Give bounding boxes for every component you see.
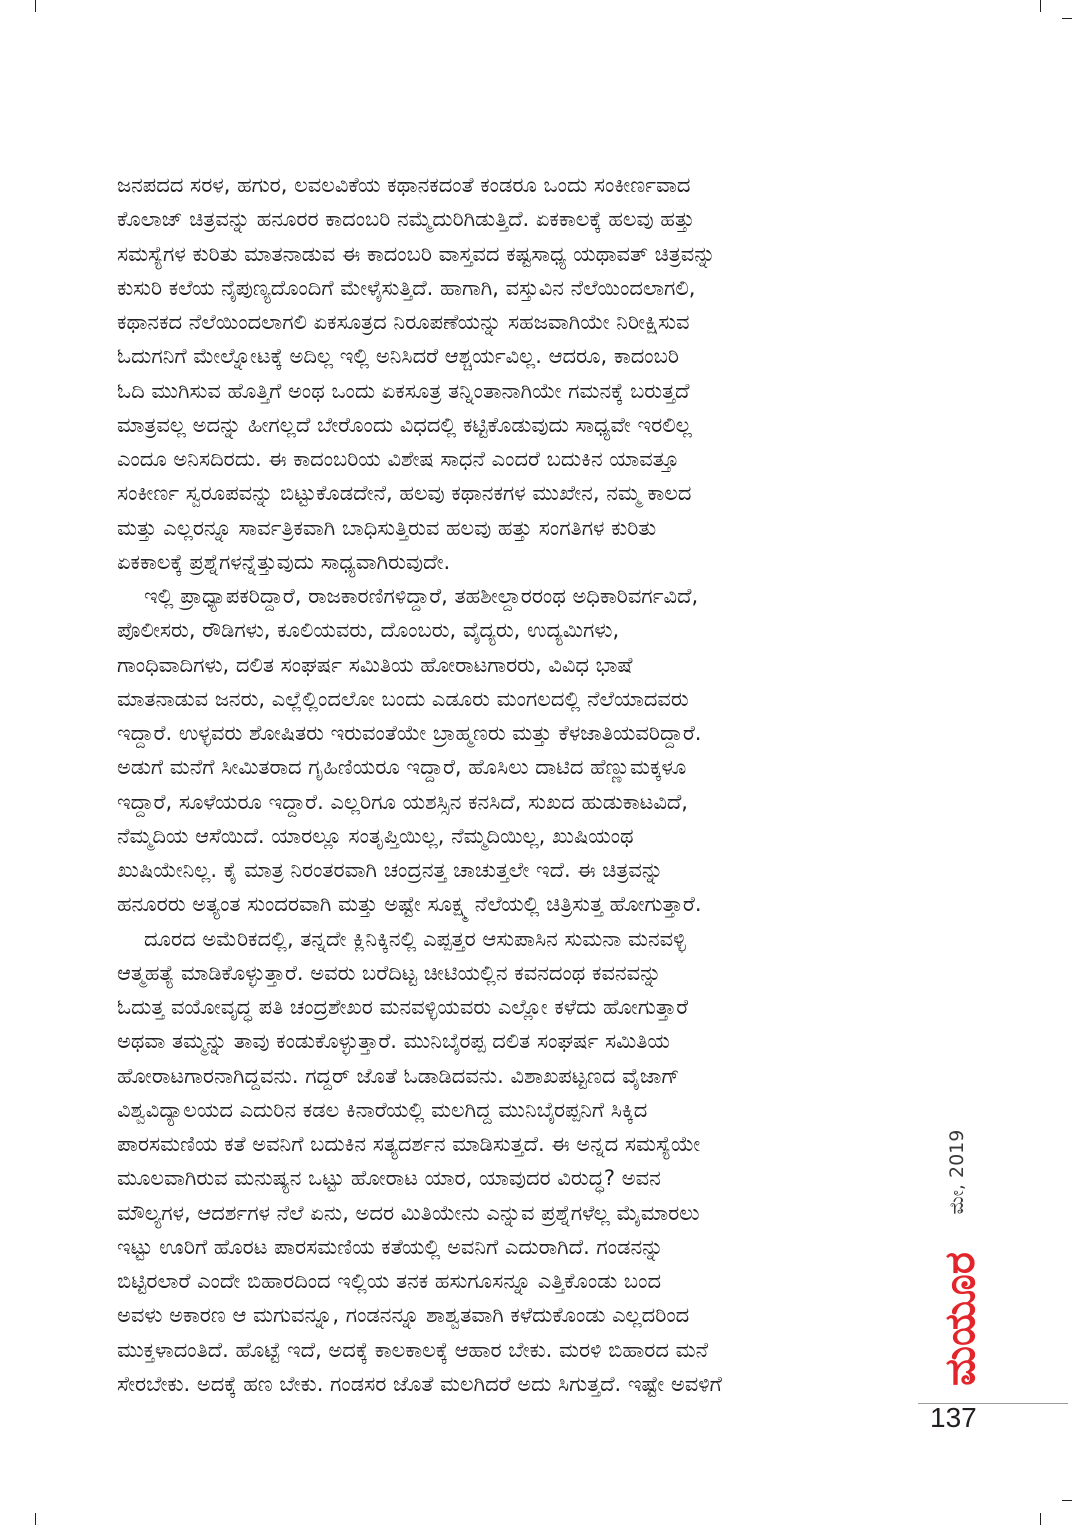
- crop-mark: [35, 1513, 36, 1525]
- crop-mark: [1040, 0, 1041, 12]
- text-line: ಕಥಾನಕದ ನೆಲೆಯಿಂದಲಾಗಲಿ ಏಕಸೂತ್ರದ ನಿರೂಪಣೆಯನ್ನು ಸಹಜವಾಗಿಯೇ ನಿರೀಕ್ಷಿಸುವ: [117, 310, 690, 334]
- crop-mark: [35, 0, 36, 12]
- text-line: ಇದ್ದಾರೆ. ಉಳ್ಳವರು ಶೋಷಿತರು ಇರುವಂತೆಯೇ ಬ್ರಾಹ್ಮಣರು ಮತ್ತು ಕೆಳಜಾತಿಯವರಿದ್ದಾರೆ.: [117, 721, 702, 745]
- text-line: ಮಾತ್ರವಲ್ಲ ಅದನ್ನು ಹೀಗಲ್ಲದೆ ಬೇರೊಂದು ವಿಧದಲ್ಲಿ ಕಟ್ಟಿಕೊಡುವುದು ಸಾಧ್ಯವೇ ಇರಲಿಲ್ಲ: [117, 412, 692, 437]
- text-line: ಇದ್ದಾರೆ, ಸೂಳೆಯರೂ ಇದ್ದಾರೆ. ಎಲ್ಲರಿಗೂ ಯಶಸ್ಸಿನ ಕನಸಿದೆ, ಸುಖದ ಹುಡುಕಾಟವಿದೆ,: [117, 789, 688, 814]
- text-line: ಹೋರಾಟಗಾರನಾಗಿದ್ದವನು. ಗದ್ದರ್ ಜೊತೆ ಓಡಾಡಿದವನು. ವಿಶಾಖಪಟ್ಟಣದ ವೈಜಾಗ್: [117, 1063, 680, 1088]
- text-line: ಮೌಲ್ಯಗಳ, ಆದರ್ಶಗಳ ನೆಲೆ ಏನು, ಅದರ ಮಿತಿಯೇನು ಎನ್ನುವ ಪ್ರಶ್ನೆಗಳೆಲ್ಲ ಮೈಮಾರಲು: [117, 1200, 700, 1225]
- text-line: ಆತ್ಮಹತ್ಯೆ ಮಾಡಿಕೊಳ್ಳುತ್ತಾರೆ. ಅವರು ಬರೆದಿಟ್ಟ ಚೀಟಿಯಲ್ಲಿನ ಕವನದಂಥ ಕವನವನ್ನು: [117, 960, 662, 985]
- text-line: ಅಥವಾ ತಮ್ಮನ್ನು ತಾವು ಕಂಡುಕೊಳ್ಳುತ್ತಾರೆ. ಮುನಿಬೈರಪ್ಪ ದಲಿತ ಸಂಘರ್ಷ ಸಮಿತಿಯ: [117, 1029, 670, 1054]
- text-line: ಖುಷಿಯೇನಿಲ್ಲ. ಕೈ ಮಾತ್ರ ನಿರಂತರವಾಗಿ ಚಂದ್ರನತ್ತ ಚಾಚುತ್ತಲೇ ಇದೆ. ಈ ಚಿತ್ರವನ್ನು: [117, 858, 664, 882]
- text-line: ಮತ್ತು ಎಲ್ಲರನ್ನೂ ಸಾರ್ವತ್ರಿಕವಾಗಿ ಬಾಧಿಸುತ್ತಿರುವ ಹಲವು ಹತ್ತು ಸಂಗತಿಗಳ ಕುರಿತು: [117, 515, 657, 540]
- text-line: ಏಕಕಾಲಕ್ಕೆ ಪ್ರಶ್ನೆಗಳನ್ನೆತ್ತುವುದು ಸಾಧ್ಯವಾಗಿರುವುದೇ.: [117, 549, 451, 574]
- text-line: ಜನಪದದ ಸರಳ, ಹಗುರ, ಲವಲವಿಕೆಯ ಕಥಾನಕದಂತೆ ಕಂಡರೂ ಒಂದು ಸಂಕೀರ್ಣವಾದ: [117, 173, 691, 197]
- text-line: ಮುಕ್ತಳಾದಂತಿದೆ. ಹೊಟ್ಟೆ ಇದೆ, ಅದಕ್ಕೆ ಕಾಲಕಾಲಕ್ಕೆ ಆಹಾರ ಬೇಕು. ಮರಳಿ ಬಿಹಾರದ ಮನೆ: [117, 1337, 709, 1362]
- page-number: 137: [930, 1402, 977, 1433]
- text-line: ಇಲ್ಲಿ ಪ್ರಾಧ್ಯಾಪಕರಿದ್ದಾರೆ, ರಾಜಕಾರಣಿಗಳಿದ್ದಾರೆ, ತಹಶೀಲ್ದಾರರಂಥ ಅಧಿಕಾರಿವರ್ಗವಿದೆ,: [144, 584, 699, 608]
- text-line: ಕುಸುರಿ ಕಲೆಯ ನೈಪುಣ್ಯದೊಂದಿಗೆ ಮೇಳೈಸುತ್ತಿದೆ. ಹಾಗಾಗಿ, ವಸ್ತುವಿನ ನೆಲೆಯಿಂದಲಾಗಲಿ,: [117, 275, 696, 300]
- text-line: ಮೂಲವಾಗಿರುವ ಮನುಷ್ಯನ ಒಟ್ಟು ಹೋರಾಟ ಯಾರ, ಯಾವುದರ ವಿರುದ್ಧ? ಅವನ: [117, 1166, 661, 1191]
- crop-mark: [1062, 18, 1072, 19]
- text-line: ಓದುಗನಿಗೆ ಮೇಲ್ನೋಟಕ್ಕೆ ಅದಿಲ್ಲ ಇಲ್ಲಿ ಅನಿಸಿದರೆ ಆಶ್ಚರ್ಯವಿಲ್ಲ. ಆದರೂ, ಕಾದಂಬರಿ: [117, 344, 679, 369]
- text-line: ಅವಳು ಅಕಾರಣ ಆ ಮಗುವನ್ನೂ, ಗಂಡನನ್ನೂ ಶಾಶ್ವತವಾಗಿ ಕಳೆದುಕೊಂಡು ಎಲ್ಲದರಿಂದ: [117, 1303, 690, 1328]
- paragraph: [117, 922, 907, 1402]
- paragraph: [117, 168, 907, 579]
- issue-date: ಮೇ, 2019: [946, 1129, 968, 1215]
- text-line: ಎಂದೂ ಅನಿಸದಿರದು. ಈ ಕಾದಂಬರಿಯ ವಿಶೇಷ ಸಾಧನೆ ಎಂದರೆ ಬದುಕಿನ ಯಾವತ್ತೂ: [117, 447, 679, 471]
- text-line: ವಿಶ್ವವಿದ್ಯಾಲಯದ ಎದುರಿನ ಕಡಲ ಕಿನಾರೆಯಲ್ಲಿ ಮಲಗಿದ್ದ ಮುನಿಬೈರಪ್ಪನಿಗೆ ಸಿಕ್ಕಿದ: [117, 1097, 648, 1122]
- text-line: ಕೊಲಾಜ್ ಚಿತ್ರವನ್ನು ಹನೂರರ ಕಾದಂಬರಿ ನಮ್ಮೆದುರಿಗಿಡುತ್ತಿದೆ. ಏಕಕಾಲಕ್ಕೆ ಹಲವು ಹತ್ತು: [117, 207, 695, 232]
- text-line: ಸಮಸ್ಯೆಗಳ ಕುರಿತು ಮಾತನಾಡುವ ಈ ಕಾದಂಬರಿ ವಾಸ್ತವದ ಕಷ್ಟಸಾಧ್ಯ ಯಥಾವತ್ ಚಿತ್ರವನ್ನು: [117, 241, 716, 266]
- text-line: ನೆಮ್ಮದಿಯ ಆಸೆಯಿದೆ. ಯಾರಲ್ಲೂ ಸಂತೃಪ್ತಿಯಿಲ್ಲ, ನೆಮ್ಮದಿಯಿಲ್ಲ, ಖುಷಿಯಂಥ: [117, 823, 634, 848]
- text-line: ಗಾಂಧಿವಾದಿಗಳು, ದಲಿತ ಸಂಘರ್ಷ ಸಮಿತಿಯ ಹೋರಾಟಗಾರರು, ವಿವಿಧ ಭಾಷೆ: [117, 652, 633, 677]
- text-line: ಸಂಕೀರ್ಣ ಸ್ವರೂಪವನ್ನು ಬಿಟ್ಟುಕೊಡದೇನೆ, ಹಲವು ಕಥಾನಕಗಳ ಮುಖೇನ, ನಮ್ಮ ಕಾಲದ: [117, 481, 692, 506]
- paragraph: [117, 579, 907, 922]
- crop-mark: [1040, 1513, 1041, 1525]
- article-body: [117, 168, 907, 1401]
- text-line: ಸೇರಬೇಕು. ಅದಕ್ಕೆ ಹಣ ಬೇಕು. ಗಂಡಸರ ಜೊತೆ ಮಲಗಿದರೆ ಅದು ಸಿಗುತ್ತದೆ. ಇಷ್ಟೇ ಅವಳಿಗೆ: [117, 1371, 722, 1396]
- magazine-logo: ಮಯೂರ: [935, 1252, 984, 1386]
- text-line: ಪಾರಸಮಣಿಯ ಕತೆ ಅವನಿಗೆ ಬದುಕಿನ ಸತ್ಯದರ್ಶನ ಮಾಡಿಸುತ್ತದೆ. ಈ ಅನ್ನದ ಸಮಸ್ಯೆಯೇ: [117, 1132, 701, 1156]
- text-line: ಓದುತ್ತ ವಯೋವೃದ್ಧ ಪತಿ ಚಂದ್ರಶೇಖರ ಮನವಳ್ಳಿಯವರು ಎಲ್ಲೋ ಕಳೆದು ಹೋಗುತ್ತಾರೆ: [117, 995, 689, 1019]
- text-line: ಬಿಟ್ಟಿರಲಾರೆ ಎಂದೇ ಬಿಹಾರದಿಂದ ಇಲ್ಲಿಯ ತನಕ ಹಸುಗೂಸನ್ನೂ ಎತ್ತಿಕೊಂಡು ಬಂದ: [117, 1269, 662, 1293]
- text-line: ದೂರದ ಅಮೆರಿಕದಲ್ಲಿ, ತನ್ನದೇ ಕ್ಲಿನಿಕ್ಕಿನಲ್ಲಿ ಎಪ್ಪತ್ತರ ಆಸುಪಾಸಿನ ಸುಮನಾ ಮನವಳ್ಳಿ: [144, 926, 686, 951]
- text-line: ಹನೂರರು ಅತ್ಯಂತ ಸುಂದರವಾಗಿ ಮತ್ತು ಅಷ್ಟೇ ಸೂಕ್ಷ್ಮ ನೆಲೆಯಲ್ಲಿ ಚಿತ್ರಿಸುತ್ತ ಹೋಗುತ್ತಾರೆ.: [117, 892, 702, 917]
- text-line: ಅಡುಗೆ ಮನೆಗೆ ಸೀಮಿತರಾದ ಗೃಹಿಣಿಯರೂ ಇದ್ದಾರೆ, ಹೊಸಿಲು ದಾಟಿದ ಹೆಣ್ಣುಮಕ್ಕಳೂ: [117, 755, 687, 780]
- text-line: ಇಟ್ಟು ಊರಿಗೆ ಹೊರಟ ಪಾರಸಮಣಿಯ ಕತೆಯಲ್ಲಿ ಅವನಿಗೆ ಎದುರಾಗಿದೆ. ಗಂಡನನ್ನು: [117, 1234, 664, 1259]
- crop-mark: [1062, 1500, 1072, 1501]
- text-line: ಮಾತನಾಡುವ ಜನರು, ಎಲ್ಲೆಲ್ಲಿಂದಲೋ ಬಂದು ಎಡೂರು ಮಂಗಲದಲ್ಲಿ ನೆಲೆಯಾದವರು: [117, 686, 689, 711]
- text-line: ಓದಿ ಮುಗಿಸುವ ಹೊತ್ತಿಗೆ ಅಂಥ ಒಂದು ಏಕಸೂತ್ರ ತನ್ನಿಂತಾನಾಗಿಯೇ ಗಮನಕ್ಕೆ ಬರುತ್ತದೆ: [117, 378, 690, 403]
- text-line: ಪೊಲೀಸರು, ರೌಡಿಗಳು, ಕೂಲಿಯವರು, ದೊಂಬರು, ವೈದ್ಯರು, ಉದ್ಯಮಿಗಳು,: [117, 618, 620, 643]
